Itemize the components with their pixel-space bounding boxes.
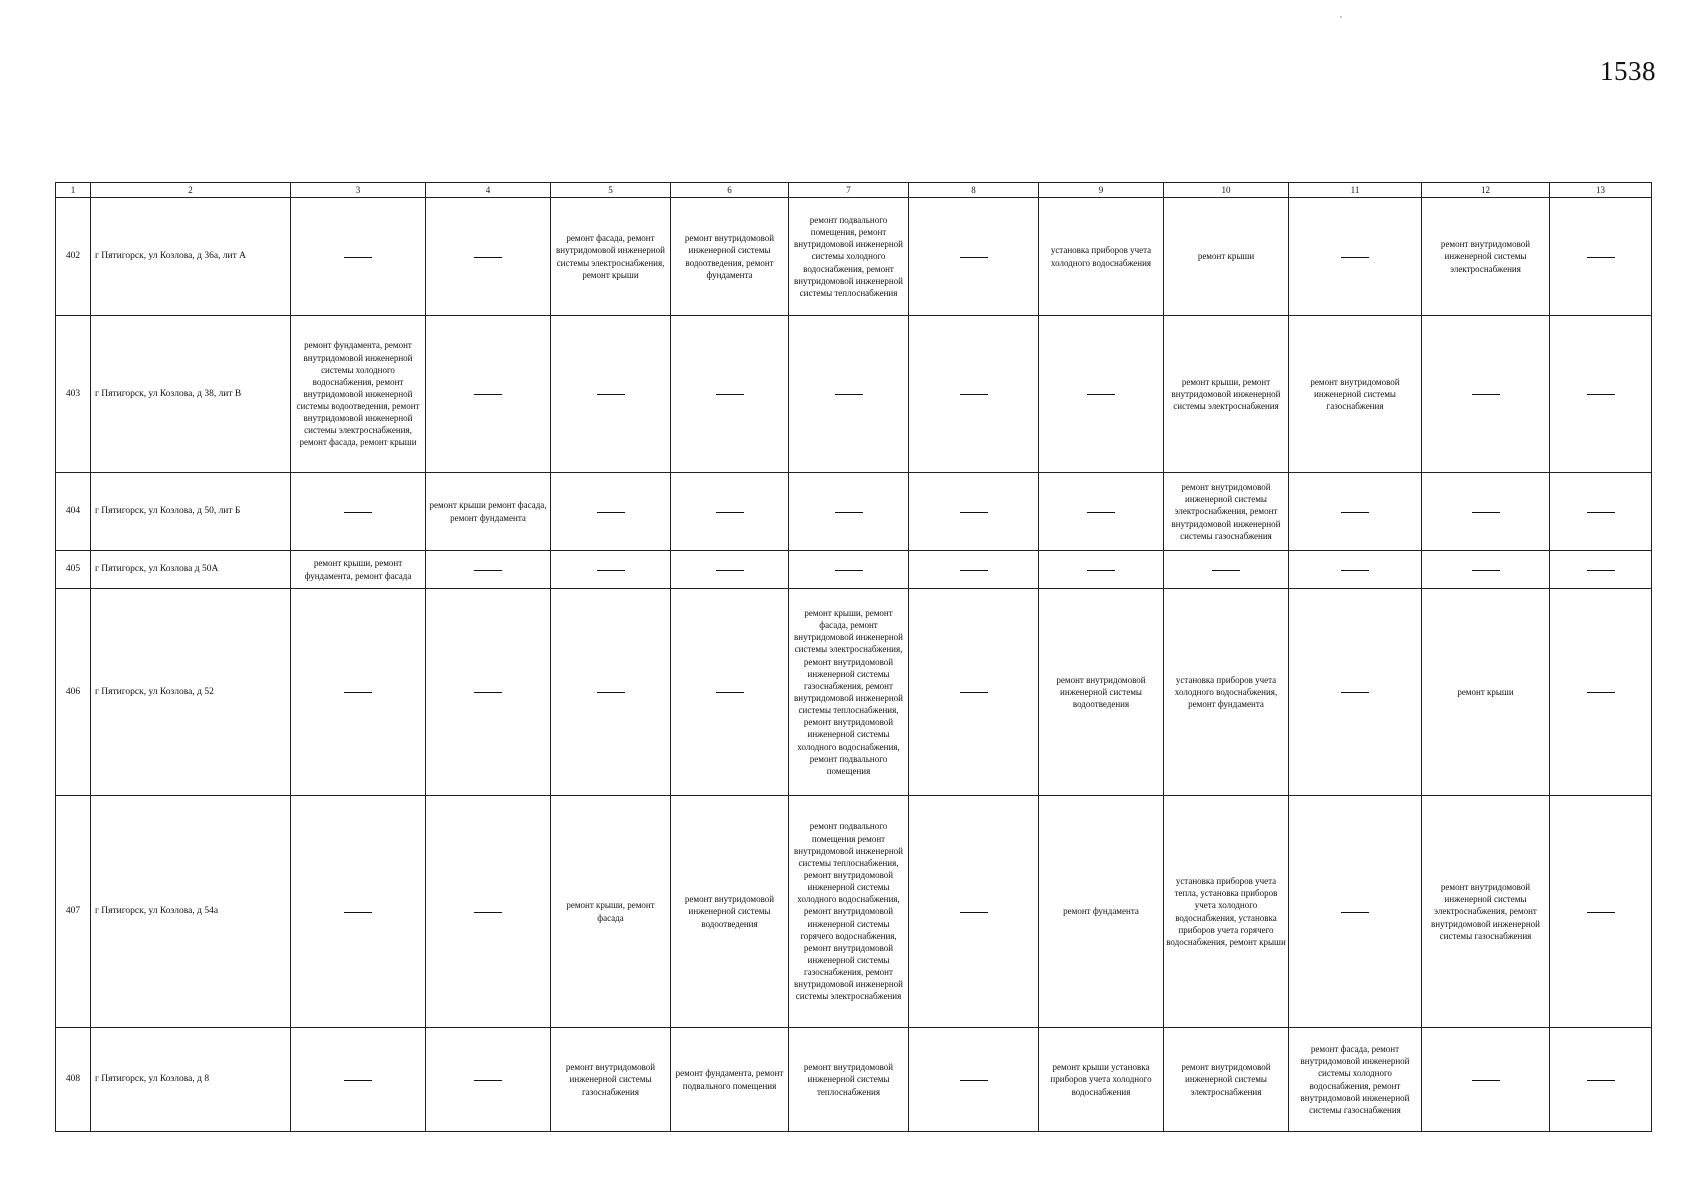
cell-col-7: ремонт подвального помещения, ремонт внутридомовой инженерной системы холодного водоснабжения, ремонт внутридомовой инженерной системы теплоснабжения (789, 198, 909, 316)
cell-col-12 (1422, 316, 1550, 473)
cell-col-6 (671, 589, 789, 796)
cell-col-9 (1039, 473, 1164, 551)
empty-dash (474, 912, 502, 913)
empty-dash (597, 570, 625, 571)
empty-dash (1587, 692, 1615, 693)
table-row (56, 316, 1652, 473)
cell-col-13 (1550, 316, 1652, 473)
empty-dash (835, 512, 863, 513)
cell-col-11 (1289, 796, 1422, 1028)
repair-schedule-table (55, 182, 1652, 1132)
cell-col-4 (426, 589, 551, 796)
address-cell: г Пятигорск, ул Козлова, д 8 (91, 1028, 291, 1132)
empty-dash (1341, 257, 1369, 258)
cell-col-8 (909, 473, 1039, 551)
cell-col-3 (291, 796, 426, 1028)
empty-dash (474, 692, 502, 693)
empty-dash (1587, 912, 1615, 913)
table-row (56, 473, 1652, 551)
empty-dash (597, 394, 625, 395)
cell-col-8 (909, 1028, 1039, 1132)
empty-dash (1341, 912, 1369, 913)
cell-col-7 (789, 316, 909, 473)
cell-col-6: ремонт внутридомовой инженерной системы водоотведения (671, 796, 789, 1028)
cell-col-10 (1164, 551, 1289, 589)
empty-dash (1472, 1080, 1500, 1081)
cell-col-6 (671, 551, 789, 589)
table-row (56, 589, 1652, 796)
table-row (56, 551, 1652, 589)
row-number: 404 (56, 473, 91, 551)
cell-col-7: ремонт внутридомовой инженерной системы теплоснабжения (789, 1028, 909, 1132)
row-number: 407 (56, 796, 91, 1028)
empty-dash (1087, 570, 1115, 571)
empty-dash (1587, 394, 1615, 395)
empty-dash (1212, 570, 1240, 571)
cell-col-10: ремонт внутридомовой инженерной системы электроснабжения, ремонт внутридомовой инженерной системы газоснабжения (1164, 473, 1289, 551)
empty-dash (344, 512, 372, 513)
cell-col-7 (789, 473, 909, 551)
empty-dash (1472, 512, 1500, 513)
cell-col-6: ремонт внутридомовой инженерной системы водоотведения, ремонт фундамента (671, 198, 789, 316)
cell-col-5: ремонт внутридомовой инженерной системы газоснабжения (551, 1028, 671, 1132)
address-cell: г Пятигорск, ул Козлова д 50А (91, 551, 291, 589)
empty-dash (597, 692, 625, 693)
empty-dash (597, 512, 625, 513)
scan-speck (1340, 16, 1342, 18)
cell-col-3: ремонт крыши, ремонт фундамента, ремонт фасада (291, 551, 426, 589)
cell-col-12: ремонт крыши (1422, 589, 1550, 796)
empty-dash (960, 692, 988, 693)
empty-dash (716, 692, 744, 693)
cell-col-12: ремонт внутридомовой инженерной системы электроснабжения, ремонт внутридомовой инженерной системы газоснабжения (1422, 796, 1550, 1028)
empty-dash (716, 512, 744, 513)
cell-col-5 (551, 473, 671, 551)
page-number: 1538 (1600, 56, 1656, 86)
cell-col-10: ремонт крыши (1164, 198, 1289, 316)
empty-dash (716, 394, 744, 395)
row-number: 408 (56, 1028, 91, 1132)
cell-col-12 (1422, 1028, 1550, 1132)
cell-col-12 (1422, 551, 1550, 589)
col-header-10: 10 (1164, 183, 1289, 198)
cell-col-12 (1422, 473, 1550, 551)
cell-col-6 (671, 473, 789, 551)
empty-dash (474, 394, 502, 395)
empty-dash (1587, 1080, 1615, 1081)
cell-col-5: ремонт крыши, ремонт фасада (551, 796, 671, 1028)
empty-dash (960, 570, 988, 571)
cell-col-11: ремонт фасада, ремонт внутридомовой инженерной системы холодного водоснабжения, ремонт внутридомовой инженерной системы газоснабжения (1289, 1028, 1422, 1132)
empty-dash (344, 257, 372, 258)
cell-col-3: ремонт фундамента, ремонт внутридомовой инженерной системы холодного водоснабжения, ремонт внутридомовой инженерной системы водоотведения, ремонт внутридомовой инженерной системы электроснабжения, ремонт фасада, ремонт крыши (291, 316, 426, 473)
col-header-4: 4 (426, 183, 551, 198)
address-cell: г Пятигорск, ул Козлова, д 54а (91, 796, 291, 1028)
cell-col-9: ремонт крыши установка приборов учета холодного водоснабжения (1039, 1028, 1164, 1132)
cell-col-8 (909, 551, 1039, 589)
col-header-1: 1 (56, 183, 91, 198)
col-header-2: 2 (91, 183, 291, 198)
col-header-9: 9 (1039, 183, 1164, 198)
cell-col-13 (1550, 551, 1652, 589)
empty-dash (1341, 512, 1369, 513)
col-header-11: 11 (1289, 183, 1422, 198)
empty-dash (474, 257, 502, 258)
cell-col-13 (1550, 198, 1652, 316)
empty-dash (1341, 570, 1369, 571)
empty-dash (960, 257, 988, 258)
cell-col-7 (789, 551, 909, 589)
row-number: 405 (56, 551, 91, 589)
cell-col-4 (426, 316, 551, 473)
cell-col-3 (291, 589, 426, 796)
empty-dash (1087, 512, 1115, 513)
empty-dash (835, 570, 863, 571)
address-cell: г Пятигорск, ул Козлова, д 36а, лит А (91, 198, 291, 316)
cell-col-8 (909, 589, 1039, 796)
col-header-6: 6 (671, 183, 789, 198)
cell-col-3 (291, 473, 426, 551)
cell-col-13 (1550, 796, 1652, 1028)
empty-dash (1472, 570, 1500, 571)
cell-col-5 (551, 551, 671, 589)
empty-dash (1087, 394, 1115, 395)
cell-col-10: ремонт внутридомовой инженерной системы электроснабжения (1164, 1028, 1289, 1132)
col-header-8: 8 (909, 183, 1039, 198)
empty-dash (960, 512, 988, 513)
empty-dash (960, 912, 988, 913)
cell-col-11: ремонт внутридомовой инженерной системы газоснабжения (1289, 316, 1422, 473)
cell-col-9: ремонт фундамента (1039, 796, 1164, 1028)
cell-col-3 (291, 1028, 426, 1132)
cell-col-13 (1550, 473, 1652, 551)
cell-col-5 (551, 589, 671, 796)
cell-col-9: ремонт внутридомовой инженерной системы водоотведения (1039, 589, 1164, 796)
address-cell: г Пятигорск, ул Козлова, д 38, лит В (91, 316, 291, 473)
empty-dash (344, 1080, 372, 1081)
cell-col-13 (1550, 589, 1652, 796)
cell-col-5 (551, 316, 671, 473)
col-header-12: 12 (1422, 183, 1550, 198)
table-row (56, 198, 1652, 316)
cell-col-10: установка приборов учета холодного водоснабжения, ремонт фундамента (1164, 589, 1289, 796)
cell-col-6: ремонт фундамента, ремонт подвального помещения (671, 1028, 789, 1132)
cell-col-13 (1550, 1028, 1652, 1132)
cell-col-9 (1039, 316, 1164, 473)
col-header-7: 7 (789, 183, 909, 198)
cell-col-4 (426, 1028, 551, 1132)
cell-col-10: ремонт крыши, ремонт внутридомовой инженерной системы электроснабжения (1164, 316, 1289, 473)
cell-col-12: ремонт внутридомовой инженерной системы электроснабжения (1422, 198, 1550, 316)
col-header-3: 3 (291, 183, 426, 198)
col-header-5: 5 (551, 183, 671, 198)
cell-col-9 (1039, 551, 1164, 589)
row-number: 402 (56, 198, 91, 316)
empty-dash (344, 912, 372, 913)
cell-col-5: ремонт фасада, ремонт внутридомовой инженерной системы электроснабжения, ремонт крыши (551, 198, 671, 316)
empty-dash (1341, 692, 1369, 693)
cell-col-7: ремонт подвального помещения ремонт внутридомовой инженерной системы теплоснабжения, ремонт внутридомовой инженерной системы холодного водоснабжения, ремонт внутридомовой инженерной системы горячего водоснабжения, ремонт внутридомовой инженерной системы газоснабжения, ремонт внутридомовой инженерной системы электроснабжения (789, 796, 909, 1028)
cell-col-9: установка приборов учета холодного водоснабжения (1039, 198, 1164, 316)
empty-dash (474, 570, 502, 571)
col-header-13: 13 (1550, 183, 1652, 198)
cell-col-11 (1289, 473, 1422, 551)
empty-dash (835, 394, 863, 395)
empty-dash (1587, 570, 1615, 571)
empty-dash (960, 394, 988, 395)
row-number: 406 (56, 589, 91, 796)
cell-col-11 (1289, 589, 1422, 796)
cell-col-10: установка приборов учета тепла, установка приборов учета холодного водоснабжения, установка приборов учета горячего водоснабжения, ремонт крыши (1164, 796, 1289, 1028)
column-number-row (56, 183, 1652, 198)
empty-dash (1587, 257, 1615, 258)
cell-col-4 (426, 796, 551, 1028)
cell-col-4: ремонт крыши ремонт фасада, ремонт фундамента (426, 473, 551, 551)
cell-col-7: ремонт крыши, ремонт фасада, ремонт внутридомовой инженерной системы электроснабжения, ремонт внутридомовой инженерной системы газоснабжения, ремонт внутридомовой инженерной системы теплоснабжения, ремонт внутридомовой инженерной системы холодного водоснабжения, ремонт подвального помещения (789, 589, 909, 796)
cell-col-8 (909, 796, 1039, 1028)
cell-col-11 (1289, 551, 1422, 589)
empty-dash (474, 1080, 502, 1081)
cell-col-4 (426, 551, 551, 589)
cell-col-4 (426, 198, 551, 316)
address-cell: г Пятигорск, ул Козлова, д 50, лит Б (91, 473, 291, 551)
empty-dash (344, 692, 372, 693)
cell-col-8 (909, 198, 1039, 316)
address-cell: г Пятигорск, ул Козлова, д 52 (91, 589, 291, 796)
table-row (56, 1028, 1652, 1132)
cell-col-3 (291, 198, 426, 316)
cell-col-8 (909, 316, 1039, 473)
empty-dash (960, 1080, 988, 1081)
cell-col-6 (671, 316, 789, 473)
cell-col-11 (1289, 198, 1422, 316)
row-number: 403 (56, 316, 91, 473)
empty-dash (716, 570, 744, 571)
table-row (56, 796, 1652, 1028)
empty-dash (1587, 512, 1615, 513)
empty-dash (1472, 394, 1500, 395)
